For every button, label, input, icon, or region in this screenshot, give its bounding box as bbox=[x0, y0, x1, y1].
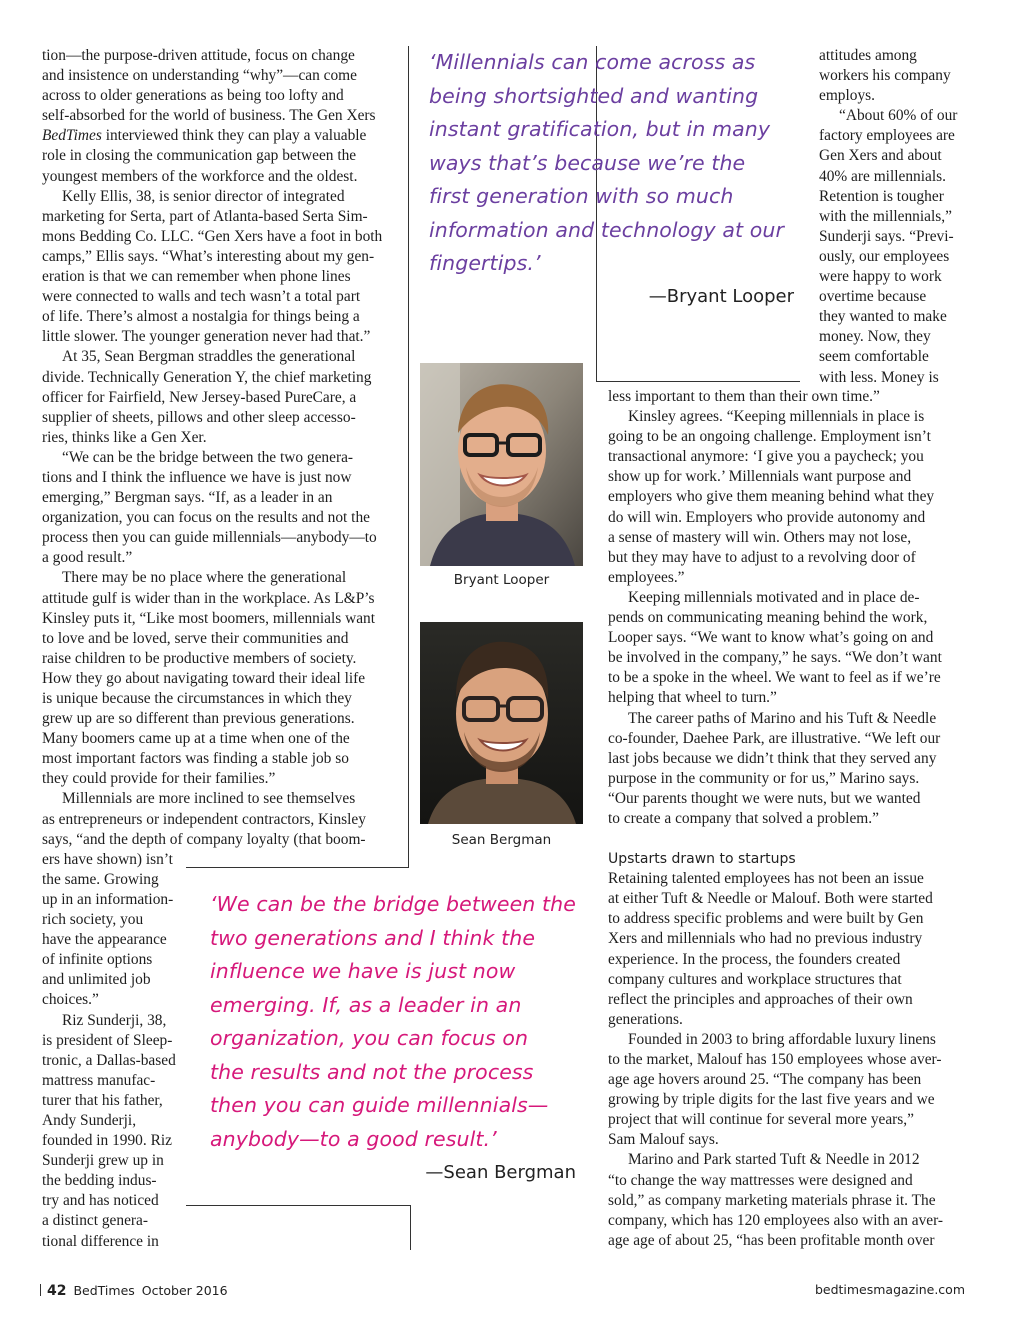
col1-line: Andy Sunderji, bbox=[42, 1111, 137, 1129]
col3-line: were happy to work bbox=[819, 268, 942, 286]
publication-name-italic: BedTimes bbox=[42, 127, 102, 145]
col1-line: Millennials are more inclined to see themselves bbox=[62, 790, 356, 808]
col3-line: workers his company bbox=[819, 67, 951, 85]
pull-quote-line: two generations and I think the bbox=[210, 925, 536, 950]
col1-line: of life. There’s almost a nostalgia for things being a bbox=[42, 308, 360, 326]
col1-line: and insistence on understanding “why”—can come bbox=[42, 67, 357, 85]
col1-line: divide. Technically Generation Y, the chief marketing bbox=[42, 368, 372, 386]
col1-line: emerging,” Bergman says. “If, as a leader in an bbox=[42, 489, 333, 507]
pull-quote-line: ‘Millennials can come across as bbox=[429, 50, 756, 74]
pull-quote-line: being shortsighted and wanting bbox=[429, 83, 759, 108]
pull-quote-2 bbox=[210, 888, 592, 1156]
col1-line: At 35, Sean Bergman straddles the generational bbox=[62, 348, 356, 366]
caption-sean-bergman: Sean Bergman bbox=[451, 832, 552, 848]
col3-line: Gen Xers and about bbox=[819, 147, 942, 165]
column-3-narrow bbox=[819, 46, 969, 388]
col1-line: self-absorbed for the world of business. The Gen Xers bbox=[42, 107, 376, 125]
col3-line: with less. Money is bbox=[819, 368, 939, 386]
col1-line: a distinct genera- bbox=[42, 1212, 148, 1230]
col3-line: project that will continue for several more years,” bbox=[608, 1111, 914, 1129]
col3-line: Marino and Park started Tuft & Needle in 2012 bbox=[628, 1151, 920, 1169]
col3-line: “Our parents thought we were nuts, but we wanted bbox=[608, 789, 921, 807]
col3-line: Kinsley agrees. “Keeping millennials in place is bbox=[628, 408, 925, 426]
footer-website: bedtimesmagazine.com bbox=[814, 1282, 965, 1297]
col1-line: they could provide for their families.” bbox=[42, 770, 276, 788]
col3-line: ously, our employees bbox=[819, 247, 950, 265]
col1-line: the same. Growing bbox=[42, 870, 159, 888]
pull-quote-line: then you can guide millennials— bbox=[210, 1093, 549, 1117]
col3-line: to create a company that solved a problem.” bbox=[608, 809, 879, 827]
col3-line: employees.” bbox=[608, 568, 685, 586]
col3-line: age age of about 25, “has been profitable month over bbox=[608, 1231, 935, 1249]
col1-line: as entrepreneurs or independent contractors, Kinsley bbox=[42, 810, 366, 828]
pull-quote-line: influence we have is just now bbox=[210, 959, 516, 983]
col3-line: to be a spoke in the wheel. We want to feel as if we’re bbox=[608, 669, 941, 687]
col3-line: Sam Malouf says. bbox=[608, 1131, 719, 1149]
col1-line: the bedding indus- bbox=[42, 1172, 157, 1190]
col3-line: growing by triple digits for the last five years and we bbox=[608, 1091, 935, 1109]
col3-line: co-founder, Daehee Park, are illustrative. “We left our bbox=[608, 729, 941, 747]
col3-line: purpose in the community or for us,” Marino says. bbox=[608, 769, 920, 787]
col3-line: Retaining talented employees has not been an issue bbox=[608, 870, 924, 888]
page-number: 42 bbox=[47, 1283, 67, 1299]
col3-line: at either Tuft & Needle or Malouf. Both were started bbox=[608, 890, 933, 908]
rule-mid-bottom-horizontal bbox=[186, 867, 409, 868]
col1-line: turer that his father, bbox=[42, 1091, 163, 1109]
col3-line: Xers and millennials who had no previous industry bbox=[608, 930, 923, 948]
col3-line: seem comfortable bbox=[819, 348, 929, 366]
col3-line: last jobs because we didn’t think that they served any bbox=[608, 749, 937, 767]
col1-line: tions and I think the influence we have is just now bbox=[42, 468, 352, 486]
col3-line: sold,” as company marketing materials phrase it. The bbox=[608, 1191, 936, 1209]
col3-line: be involved in the company,” he says. “We don’t want bbox=[608, 649, 942, 667]
col3-line: Sunderji says. “Previ- bbox=[819, 227, 954, 245]
col3-line: 40% are millennials. bbox=[819, 167, 946, 185]
issue-date: October 2016 bbox=[141, 1283, 228, 1298]
col1-line: attitude gulf is wider than in the workplace. As L&P’s bbox=[42, 589, 375, 607]
col1-line: Sunderji grew up in bbox=[42, 1152, 164, 1170]
caption-bryant-looper: Bryant Looper bbox=[453, 572, 550, 588]
col3-line: overtime because bbox=[819, 288, 927, 306]
col1-line: little slower. The younger generation never had that.” bbox=[42, 328, 371, 346]
pull-quote-line: organization, you can focus on bbox=[210, 1026, 529, 1050]
col3-line: “to change the way mattresses were designed and bbox=[608, 1171, 913, 1189]
col1-line: camps,” Ellis says. “What’s interesting about my gen- bbox=[42, 247, 375, 265]
col1-line: Many boomers came up at a time when one of the bbox=[42, 730, 350, 748]
col1-line: ers have shown) isn’t bbox=[42, 850, 173, 868]
col3-line: age age hovers around 25. “The company has been bbox=[608, 1071, 922, 1089]
col3-line: less important to them than their own time.” bbox=[608, 388, 880, 405]
col1-line: role in closing the communication gap between the bbox=[42, 147, 357, 165]
col3-line: employs. bbox=[819, 87, 876, 105]
col1-line: have the appearance bbox=[42, 931, 167, 949]
col1-line: up in an information- bbox=[42, 890, 174, 908]
col1-line: process then you can guide millennials—anybody—to bbox=[42, 529, 377, 547]
pull-quote-line: the results and not the process bbox=[210, 1059, 534, 1084]
col1-line: were connected to walls and tech wasn’t a total part bbox=[42, 288, 361, 306]
pull-quote-line: ways that’s because we’re the bbox=[429, 150, 746, 175]
pull-quote-1-text bbox=[429, 46, 801, 281]
pull-quote-line: first generation with so much bbox=[429, 184, 734, 208]
col1-line: is unique because the circumstances in which they bbox=[42, 690, 352, 707]
col1-line: most important factors was finding a stable job so bbox=[42, 750, 349, 768]
col3-line: with the millennials,” bbox=[819, 207, 952, 225]
rule-mid-left-vertical bbox=[408, 46, 409, 868]
footer-left bbox=[40, 1283, 228, 1299]
rule-quote2-bottom-vertical bbox=[410, 1205, 411, 1250]
col1-line: mattress manufac- bbox=[42, 1071, 156, 1089]
col3-line: attitudes among bbox=[819, 47, 917, 64]
col3-line: helping that wheel to turn.” bbox=[608, 689, 777, 707]
pull-quote-line: information and technology at our bbox=[429, 217, 785, 242]
col3-line: employers who give them meaning behind what they bbox=[608, 488, 935, 506]
col1-line: tion—the purpose-driven attitude, focus on change bbox=[42, 47, 355, 64]
col1-line: of infinite options bbox=[42, 951, 153, 969]
col3-line: Founded in 2003 to bring affordable luxury linens bbox=[628, 1030, 936, 1048]
col1-line: How they go about navigating toward their ideal life bbox=[42, 669, 366, 687]
col3-line: generations. bbox=[608, 1010, 683, 1028]
col1-line: choices.” bbox=[42, 991, 99, 1009]
col3-line: company cultures and workplace structures that bbox=[608, 970, 902, 988]
pull-quote-2-attribution: —Sean Bergman bbox=[425, 1162, 576, 1183]
rule-col3-horizontal bbox=[596, 381, 800, 382]
col1-line: marketing for Serta, part of Atlanta-based Serta Sim- bbox=[42, 207, 368, 225]
col1-line: Riz Sunderji, 38, bbox=[62, 1011, 167, 1029]
col1-line: tronic, a Dallas-based bbox=[42, 1051, 176, 1069]
pull-quote-line: ‘We can be the bridge between the bbox=[210, 892, 576, 916]
col3-line: money. Now, they bbox=[819, 328, 931, 346]
col1-line: “We can be the bridge between the two genera- bbox=[62, 448, 354, 466]
portrait-2-illustration bbox=[420, 622, 583, 824]
col1-line: founded in 1990. Riz bbox=[42, 1132, 172, 1150]
pull-quote-1 bbox=[429, 46, 801, 281]
col3-line: do will win. Employers who provide autonomy and bbox=[608, 508, 926, 526]
col3-line: transactional anymore: ‘I give you a paycheck; you bbox=[608, 448, 924, 466]
col1-line: rich society, you bbox=[42, 911, 144, 929]
pull-quote-line: emerging. If, as a leader in an bbox=[210, 992, 522, 1017]
portrait-1-illustration bbox=[420, 363, 583, 566]
col1-line: says, “and the depth of company loyalty (that boom- bbox=[42, 830, 366, 848]
col3-line: they wanted to make bbox=[819, 308, 947, 326]
col3-line: company, which has 120 employees also with an aver- bbox=[608, 1211, 944, 1229]
col1-line: is president of Sleep- bbox=[42, 1031, 173, 1049]
col3-line: experience. In the process, the founders created bbox=[608, 950, 901, 968]
col3-line: pends on communicating meaning behind the work, bbox=[608, 609, 928, 627]
col3-line: “About 60% of our bbox=[839, 107, 958, 125]
pull-quote-2-text bbox=[210, 888, 592, 1156]
photo-sean-bergman bbox=[420, 622, 583, 824]
col1-line: officer for Fairfield, New Jersey-based PureCare, a bbox=[42, 388, 357, 406]
col1-line: BedTimes interviewed think they can play a valuable bbox=[42, 127, 367, 145]
col1-line: and unlimited job bbox=[42, 971, 151, 989]
col1-line: Kelly Ellis, 38, is senior director of integrated bbox=[62, 187, 345, 205]
col1-line: a good result.” bbox=[42, 549, 133, 567]
col1-line: Kinsley puts it, “Like most boomers, millennials want bbox=[42, 609, 375, 627]
col1-line: tional difference in bbox=[42, 1232, 159, 1250]
col1-line: to love and be loved, serve their communities and bbox=[42, 629, 349, 647]
col3-line: to address specific problems and were built by Gen bbox=[608, 910, 924, 928]
col3-line: going to be an ongoing challenge. Employment isn’t bbox=[608, 428, 931, 446]
col1-line: ries, thinks like a Gen Xer. bbox=[42, 428, 207, 446]
pull-quote-1-attribution: —Bryant Looper bbox=[648, 286, 794, 307]
col1-line: raise children to be productive members of society. bbox=[42, 649, 357, 667]
col1-line: eration is that we can remember when phone lines bbox=[42, 268, 351, 286]
col3-line: to the market, Malouf has 150 employees whose aver- bbox=[608, 1051, 942, 1068]
col3-line: but they may have to adjust to a revolving door of bbox=[608, 548, 916, 566]
col3-line: factory employees are bbox=[819, 127, 955, 145]
col1-line: organization, you can focus on the results and not the bbox=[42, 509, 370, 527]
col3-line: reflect the principles and approaches of their own bbox=[608, 990, 913, 1008]
col1-line: grew up are so different than previous generations. bbox=[42, 710, 355, 728]
photo-bryant-looper bbox=[420, 363, 583, 566]
pull-quote-line: instant gratification, but in many bbox=[429, 117, 771, 141]
publication-name: BedTimes bbox=[73, 1283, 135, 1298]
col1-line: try and has noticed bbox=[42, 1192, 159, 1210]
col3-line: Keeping millennials motivated and in place de- bbox=[628, 588, 920, 606]
col3-line: Retention is tougher bbox=[819, 187, 944, 205]
col1-line: youngest members of the workforce and the oldest. bbox=[42, 167, 358, 185]
col3-line: Looper says. “We want to know what’s going on and bbox=[608, 629, 934, 647]
col3-line: The career paths of Marino and his Tuft & Needle bbox=[628, 709, 937, 727]
column-3 bbox=[608, 387, 973, 1251]
col1-line: across to older generations as being too lofty and bbox=[42, 87, 344, 105]
pull-quote-line: fingertips.’ bbox=[429, 251, 541, 275]
col1-line: There may be no place where the generational bbox=[62, 569, 347, 587]
col3-line: a sense of mastery will win. Others may not lose, bbox=[608, 528, 912, 546]
section-subhead: Upstarts drawn to startups bbox=[608, 851, 796, 868]
rule-quote2-bottom-horizontal bbox=[186, 1205, 411, 1206]
col1-line: mons Bedding Co. LLC. “Gen Xers have a foot in both bbox=[42, 227, 383, 245]
pull-quote-line: anybody—to a good result.’ bbox=[210, 1126, 497, 1151]
col1-line: supplier of sheets, pillows and other sleep accesso- bbox=[42, 408, 356, 426]
col3-line: show up for work.’ Millennials want purpose and bbox=[608, 468, 912, 486]
footer-bar bbox=[40, 1284, 41, 1296]
